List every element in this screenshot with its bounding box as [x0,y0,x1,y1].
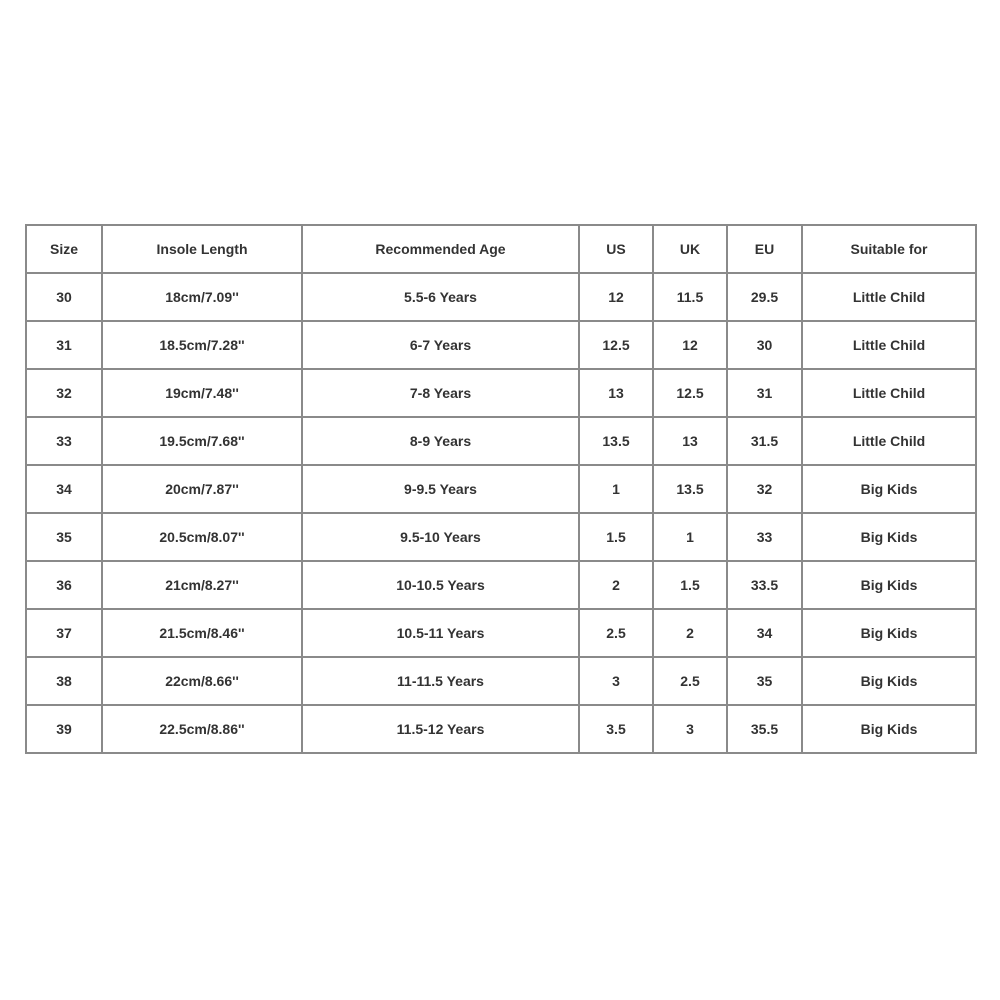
cell-uk: 2.5 [653,657,727,705]
header-insole-length: Insole Length [102,225,302,273]
cell-suitable-for: Big Kids [802,561,976,609]
cell-us: 1.5 [579,513,653,561]
cell-recommended-age: 6-7 Years [302,321,579,369]
cell-us: 2.5 [579,609,653,657]
cell-us: 3 [579,657,653,705]
cell-us: 2 [579,561,653,609]
cell-insole-length: 18.5cm/7.28'' [102,321,302,369]
cell-recommended-age: 10-10.5 Years [302,561,579,609]
table-row [26,657,976,705]
cell-insole-length: 22cm/8.66'' [102,657,302,705]
cell-eu: 32 [727,465,802,513]
cell-recommended-age: 10.5-11 Years [302,609,579,657]
cell-suitable-for: Big Kids [802,513,976,561]
cell-size: 39 [26,705,102,753]
cell-insole-length: 20.5cm/8.07'' [102,513,302,561]
cell-recommended-age: 9.5-10 Years [302,513,579,561]
cell-uk: 13.5 [653,465,727,513]
cell-size: 37 [26,609,102,657]
cell-recommended-age: 5.5-6 Years [302,273,579,321]
table-row [26,417,976,465]
cell-suitable-for: Little Child [802,417,976,465]
table-row [26,705,976,753]
cell-eu: 35 [727,657,802,705]
cell-size: 36 [26,561,102,609]
cell-us: 1 [579,465,653,513]
cell-eu: 30 [727,321,802,369]
size-chart-table [25,224,977,754]
header-row [26,225,976,273]
header-recommended-age: Recommended Age [302,225,579,273]
cell-uk: 13 [653,417,727,465]
cell-suitable-for: Big Kids [802,657,976,705]
cell-suitable-for: Little Child [802,273,976,321]
cell-eu: 33 [727,513,802,561]
table-row [26,561,976,609]
cell-us: 13 [579,369,653,417]
cell-eu: 34 [727,609,802,657]
cell-insole-length: 22.5cm/8.86'' [102,705,302,753]
table-body [26,273,976,753]
table-row [26,273,976,321]
cell-uk: 3 [653,705,727,753]
cell-insole-length: 18cm/7.09'' [102,273,302,321]
cell-uk: 12.5 [653,369,727,417]
cell-us: 12 [579,273,653,321]
cell-eu: 33.5 [727,561,802,609]
table-row [26,609,976,657]
cell-recommended-age: 11.5-12 Years [302,705,579,753]
table-header [26,225,976,273]
cell-eu: 35.5 [727,705,802,753]
cell-recommended-age: 9-9.5 Years [302,465,579,513]
table-row [26,465,976,513]
cell-eu: 31 [727,369,802,417]
cell-recommended-age: 8-9 Years [302,417,579,465]
cell-size: 34 [26,465,102,513]
cell-insole-length: 21cm/8.27'' [102,561,302,609]
cell-us: 3.5 [579,705,653,753]
cell-size: 31 [26,321,102,369]
cell-size: 38 [26,657,102,705]
cell-uk: 2 [653,609,727,657]
table-row [26,321,976,369]
cell-recommended-age: 7-8 Years [302,369,579,417]
table-row [26,513,976,561]
cell-suitable-for: Little Child [802,369,976,417]
cell-size: 30 [26,273,102,321]
cell-suitable-for: Big Kids [802,465,976,513]
cell-insole-length: 19cm/7.48'' [102,369,302,417]
cell-eu: 29.5 [727,273,802,321]
cell-uk: 1 [653,513,727,561]
header-suitable-for: Suitable for [802,225,976,273]
cell-insole-length: 20cm/7.87'' [102,465,302,513]
cell-eu: 31.5 [727,417,802,465]
cell-size: 33 [26,417,102,465]
table-row [26,369,976,417]
cell-suitable-for: Big Kids [802,609,976,657]
cell-us: 13.5 [579,417,653,465]
header-uk: UK [653,225,727,273]
cell-insole-length: 19.5cm/7.68'' [102,417,302,465]
cell-uk: 1.5 [653,561,727,609]
cell-size: 35 [26,513,102,561]
header-eu: EU [727,225,802,273]
cell-uk: 12 [653,321,727,369]
header-us: US [579,225,653,273]
cell-suitable-for: Little Child [802,321,976,369]
cell-insole-length: 21.5cm/8.46'' [102,609,302,657]
cell-recommended-age: 11-11.5 Years [302,657,579,705]
cell-suitable-for: Big Kids [802,705,976,753]
cell-size: 32 [26,369,102,417]
header-size: Size [26,225,102,273]
cell-uk: 11.5 [653,273,727,321]
cell-us: 12.5 [579,321,653,369]
